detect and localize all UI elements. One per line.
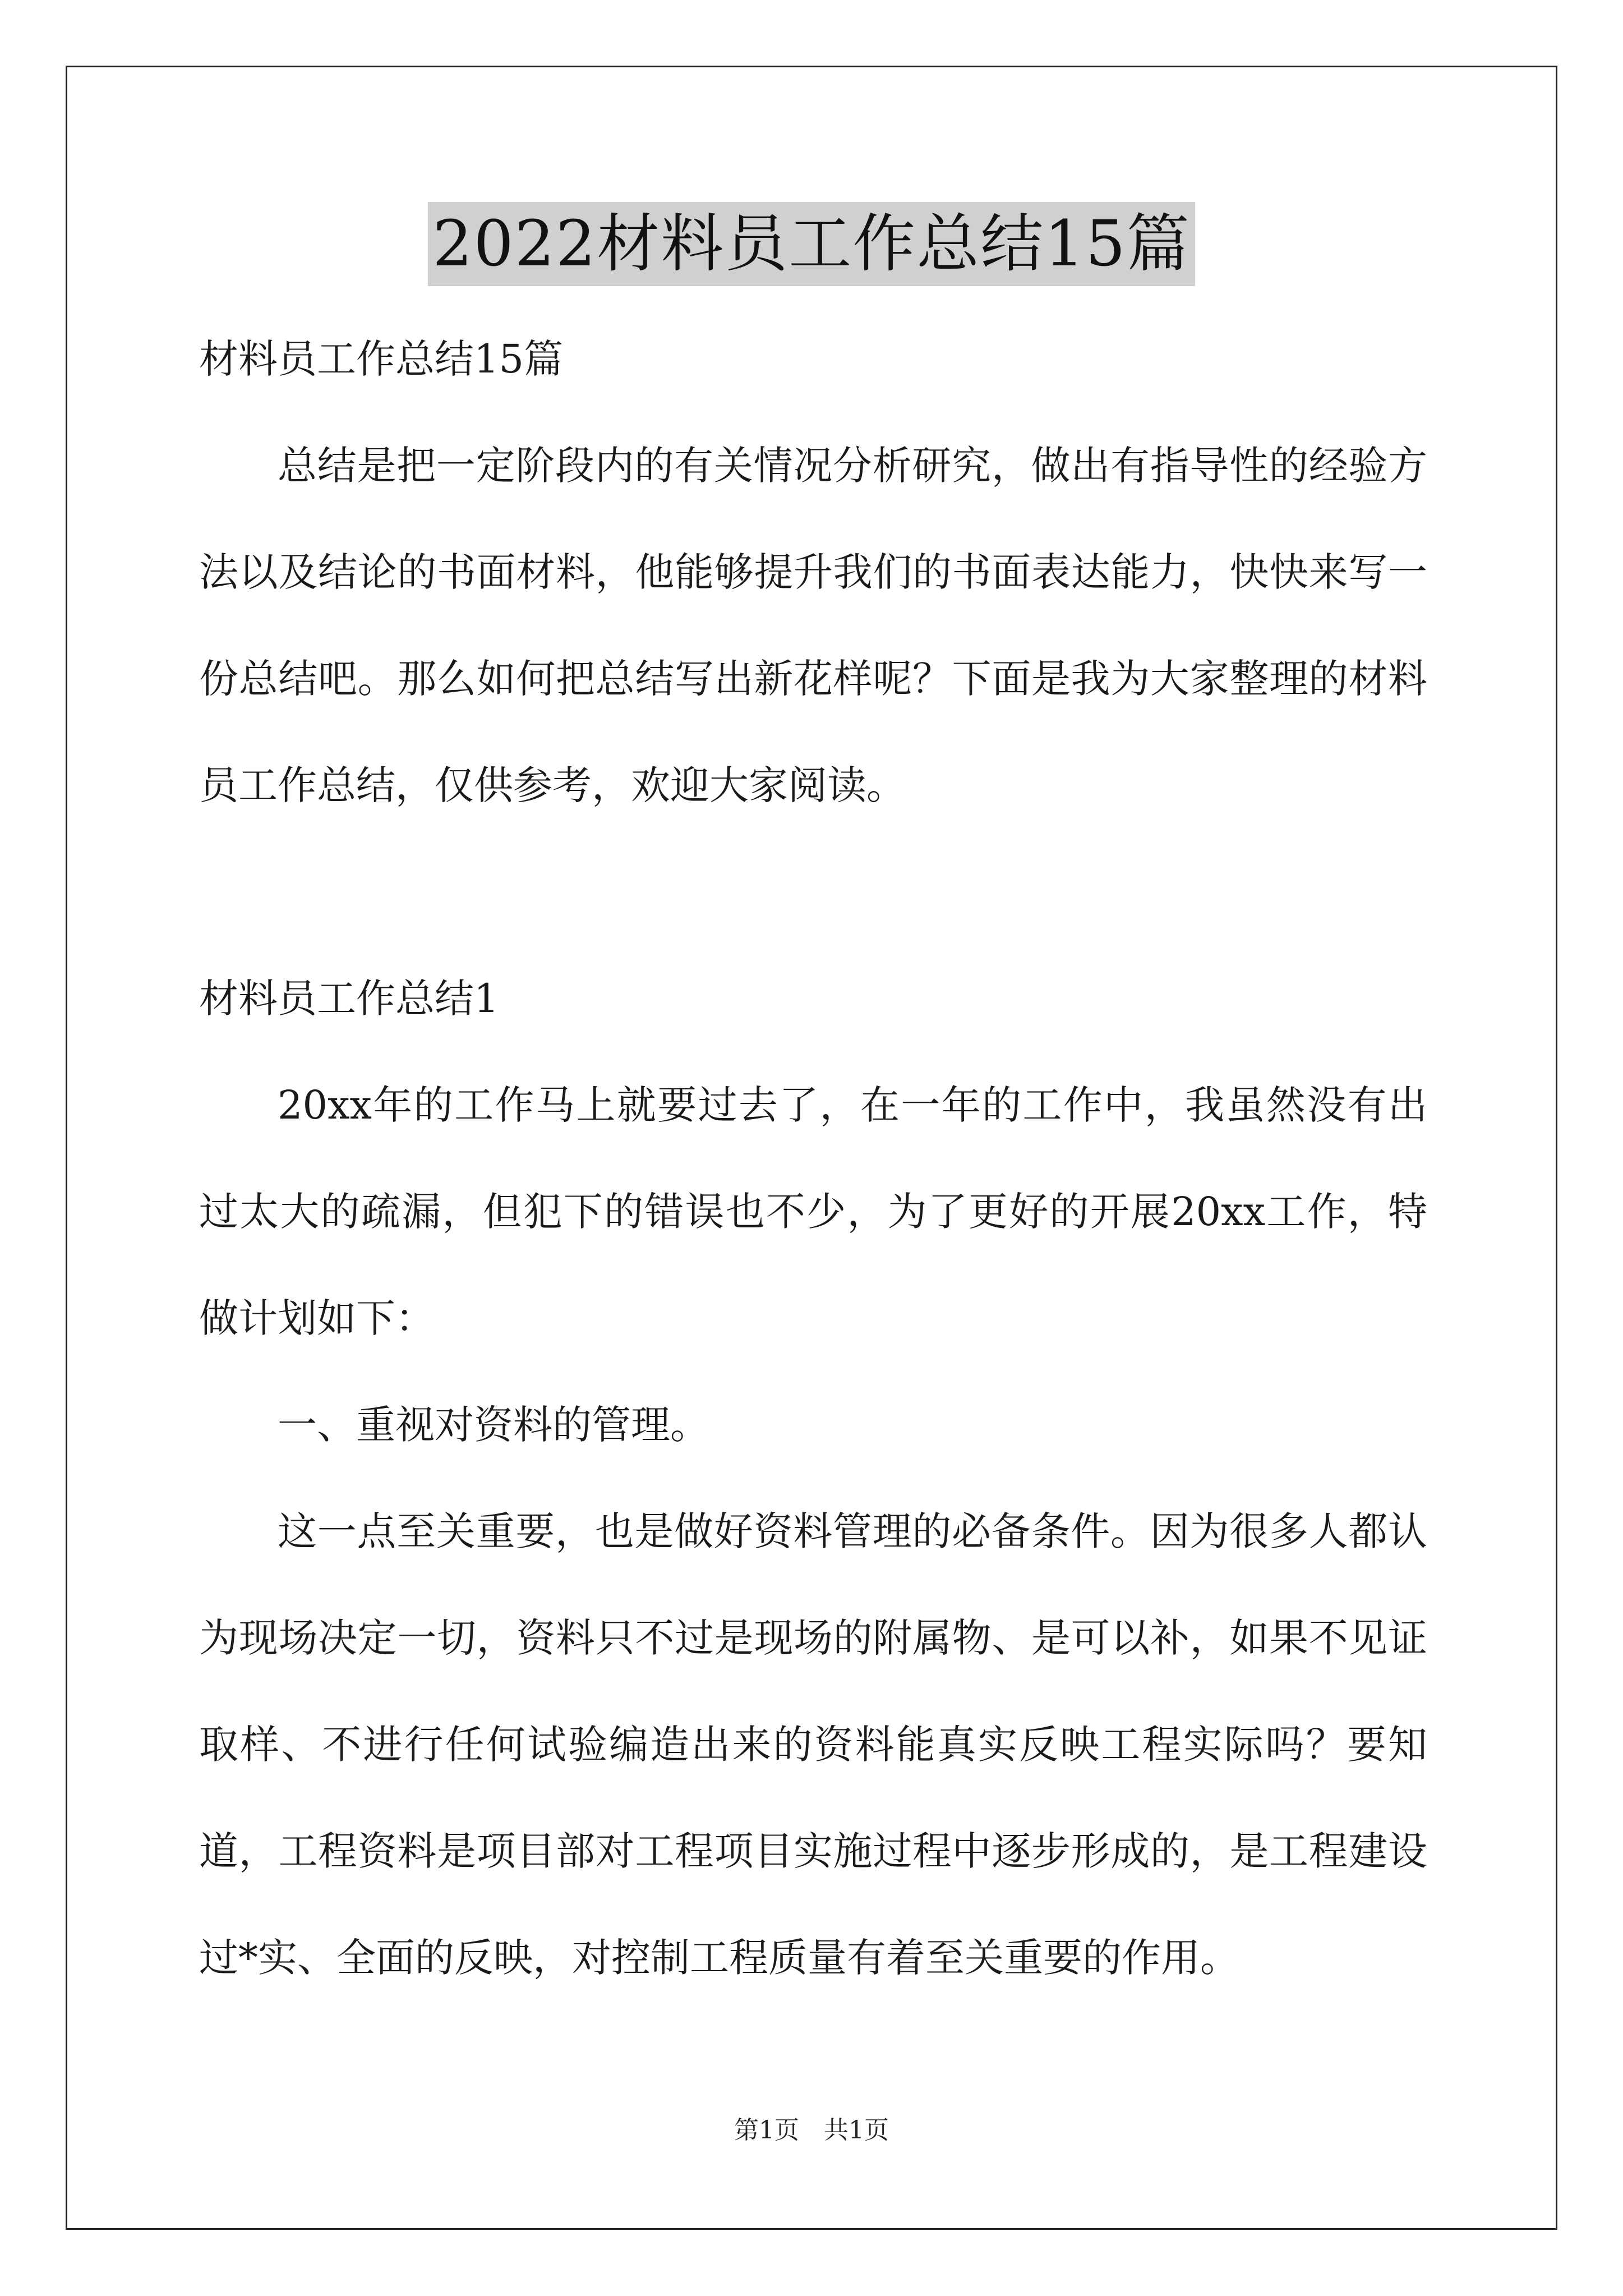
paragraph-gap [199, 839, 1427, 945]
section-heading: 材料员工作总结1 [199, 976, 499, 1022]
document-subtitle: 材料员工作总结15篇 [199, 336, 564, 382]
document-title: 2022材料员工作总结15篇 [428, 202, 1195, 286]
body-paragraph-1: 20xx年的工作马上就要过去了，在一年的工作中，我虽然没有出过太大的疏漏，但犯下的错误也不少，为了更好的开展20xx工作，特做计划如下： [199, 1082, 1427, 1341]
body-paragraph-2: 一、重视对资料的管理。 [278, 1402, 709, 1448]
intro-paragraph: 总结是把一定阶段内的有关情况分析研究，做出有指导性的经验方法以及结论的书面材料，他能够提升我们的书面表达能力，快快来写一份总结吧。那么如何把总结写出新花样呢？下面是我为大家整理的材料员工作总结，仅供参考，欢迎大家阅读。 [199, 443, 1427, 808]
title-container [0, 202, 1623, 286]
body-paragraph-3: 这一点至关重要，也是做好资料管理的必备条件。因为很多人都认为现场决定一切，资料只不过是现场的附属物、是可以补，如果不见证取样、不进行任何试验编造出来的资料能真实反映工程实际吗？要知道，工程资料是项目部对工程项目实施过程中逐步形成的，是工程建设过*实、全面的反映，对控制工程质量有着至关重要的作用。 [199, 1508, 1427, 1981]
document-body [199, 306, 1427, 2011]
page-footer: 第1页 共1页 [734, 2116, 889, 2145]
